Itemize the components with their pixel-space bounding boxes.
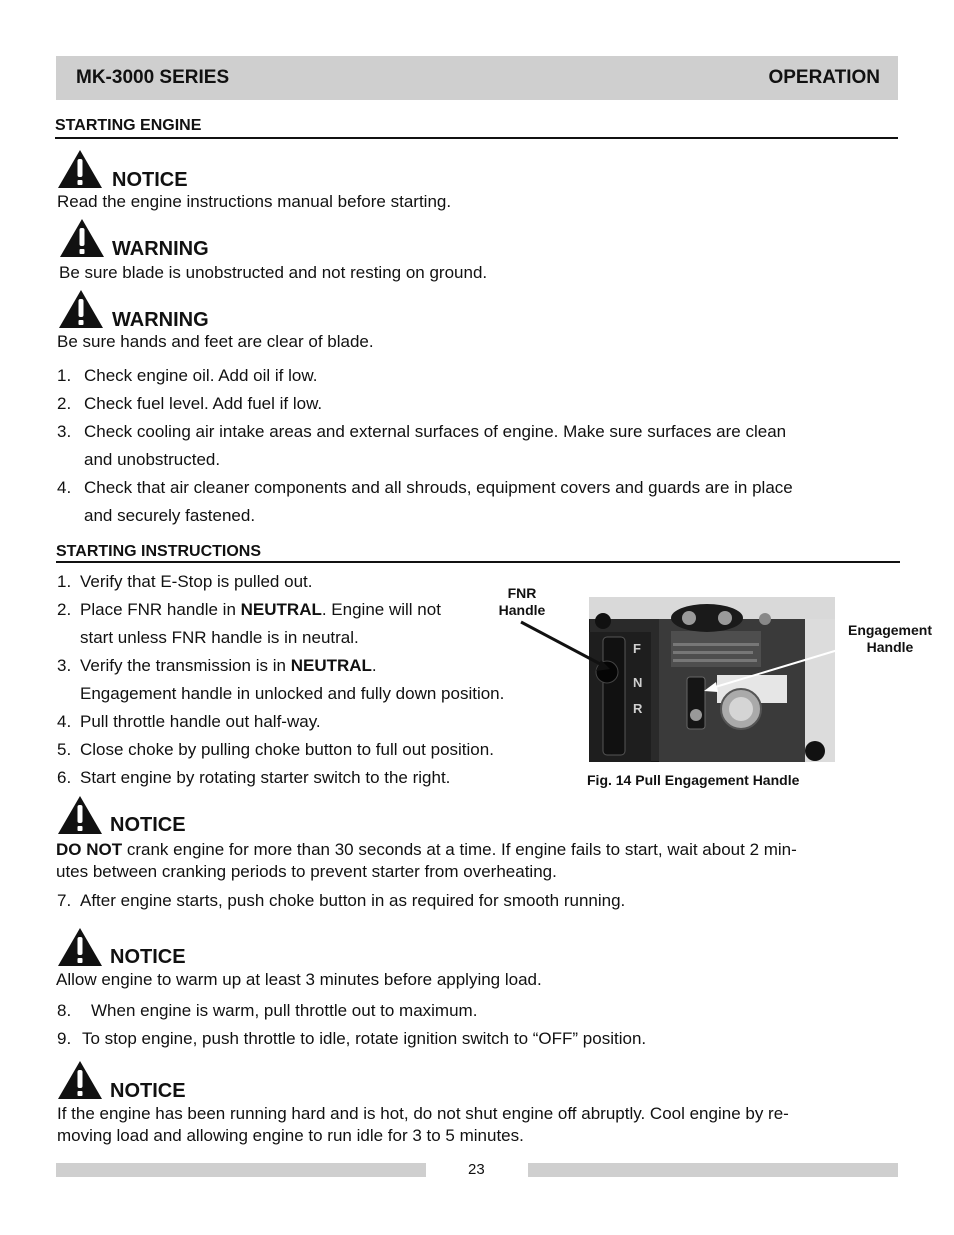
list-item: After engine starts, push choke button in as required for smooth running. bbox=[80, 891, 626, 910]
engagement-handle-label: Engagement Handle bbox=[847, 622, 932, 655]
list-item-continued: and unobstructed. bbox=[84, 450, 221, 469]
list-number: 2. bbox=[57, 600, 72, 619]
list-item: Pull throttle handle out half-way. bbox=[80, 712, 321, 731]
notice-text-continued: utes between cranking periods to prevent starter from overheating. bbox=[56, 862, 557, 881]
list-item-continued: start unless FNR handle is in neutral. bbox=[80, 628, 359, 647]
list-item: Check cooling air intake areas and external surfaces of engine. Make sure surfaces are clean bbox=[84, 422, 787, 441]
warning-triangle-icon bbox=[59, 218, 105, 258]
warning-text: Be sure blade is unobstructed and not resting on ground. bbox=[59, 263, 488, 282]
fnr-handle-label: FNR Handle bbox=[498, 585, 546, 618]
series-title: MK-3000 SERIES bbox=[76, 67, 230, 88]
list-item: When engine is warm, pull throttle out to maximum. bbox=[91, 1001, 478, 1020]
gear-letter-n: N bbox=[633, 675, 643, 690]
starting-instructions-heading: STARTING INSTRUCTIONS bbox=[56, 543, 262, 560]
engagement-handle-photo bbox=[589, 597, 835, 762]
page-header bbox=[56, 56, 898, 100]
list-number: 8. bbox=[57, 1001, 72, 1020]
list-item: Verify that E-Stop is pulled out. bbox=[80, 572, 313, 591]
list-number: 9. bbox=[57, 1029, 72, 1048]
warning-label: WARNING bbox=[112, 309, 209, 331]
section-rule bbox=[55, 137, 898, 139]
list-item: Check that air cleaner components and all shrouds, equipment covers and guards are in place bbox=[84, 478, 793, 497]
warning-triangle-icon bbox=[57, 927, 103, 967]
notice-text: Allow engine to warm up at least 3 minutes before applying load. bbox=[56, 970, 542, 989]
notice-label: NOTICE bbox=[112, 169, 188, 191]
list-number: 2. bbox=[57, 394, 72, 413]
list-item: To stop engine, push throttle to idle, rotate ignition switch to “OFF” position. bbox=[82, 1029, 647, 1048]
list-item: Close choke by pulling choke button to full out position. bbox=[80, 740, 494, 759]
warning-triangle-icon bbox=[57, 795, 103, 835]
footer-bar-right bbox=[528, 1163, 898, 1177]
gear-letter-r: R bbox=[633, 701, 643, 716]
starting-engine-heading: STARTING ENGINE bbox=[55, 117, 202, 134]
list-item: Start engine by rotating starter switch to the right. bbox=[80, 768, 451, 787]
notice-label: NOTICE bbox=[110, 814, 186, 836]
notice-text: Read the engine instructions manual before starting. bbox=[57, 192, 452, 211]
list-number: 4. bbox=[57, 478, 72, 497]
list-number: 1. bbox=[57, 366, 72, 385]
list-item: Place FNR handle in NEUTRAL. Engine will not bbox=[80, 600, 441, 619]
notice-text-continued: moving load and allowing engine to run idle for 3 to 5 minutes. bbox=[57, 1126, 524, 1145]
gear-letter-f: F bbox=[633, 641, 641, 656]
list-number: 4. bbox=[57, 712, 72, 731]
warning-triangle-icon bbox=[58, 289, 104, 329]
warning-triangle-icon bbox=[57, 1060, 103, 1100]
warning-label: WARNING bbox=[112, 238, 209, 260]
list-item-continued: Engagement handle in unlocked and fully down position. bbox=[80, 684, 505, 703]
list-number: 3. bbox=[57, 422, 72, 441]
notice-text: If the engine has been running hard and is hot, do not shut engine off abruptly. Cool engine by re- bbox=[57, 1104, 789, 1123]
page-number: 23 bbox=[468, 1161, 485, 1178]
notice-text: DO NOT crank engine for more than 30 seconds at a time. If engine fails to start, wait about 2 min- bbox=[56, 840, 797, 859]
list-number: 3. bbox=[57, 656, 72, 675]
figure-caption: Fig. 14 Pull Engagement Handle bbox=[587, 772, 800, 788]
list-item: Check engine oil. Add oil if low. bbox=[84, 366, 318, 385]
list-number: 1. bbox=[57, 572, 72, 591]
footer-bar-left bbox=[56, 1163, 426, 1177]
warning-triangle-icon bbox=[57, 149, 103, 189]
list-item: Verify the transmission is in NEUTRAL. bbox=[80, 656, 377, 675]
list-number: 6. bbox=[57, 768, 72, 787]
section-rule bbox=[56, 561, 900, 563]
warning-text: Be sure hands and feet are clear of blade. bbox=[57, 332, 374, 351]
list-item: Check fuel level. Add fuel if low. bbox=[84, 394, 323, 413]
list-number: 7. bbox=[57, 891, 72, 910]
section-title: OPERATION bbox=[768, 67, 880, 88]
notice-label: NOTICE bbox=[110, 946, 186, 968]
list-number: 5. bbox=[57, 740, 72, 759]
list-item-continued: and securely fastened. bbox=[84, 506, 256, 525]
notice-label: NOTICE bbox=[110, 1080, 186, 1102]
